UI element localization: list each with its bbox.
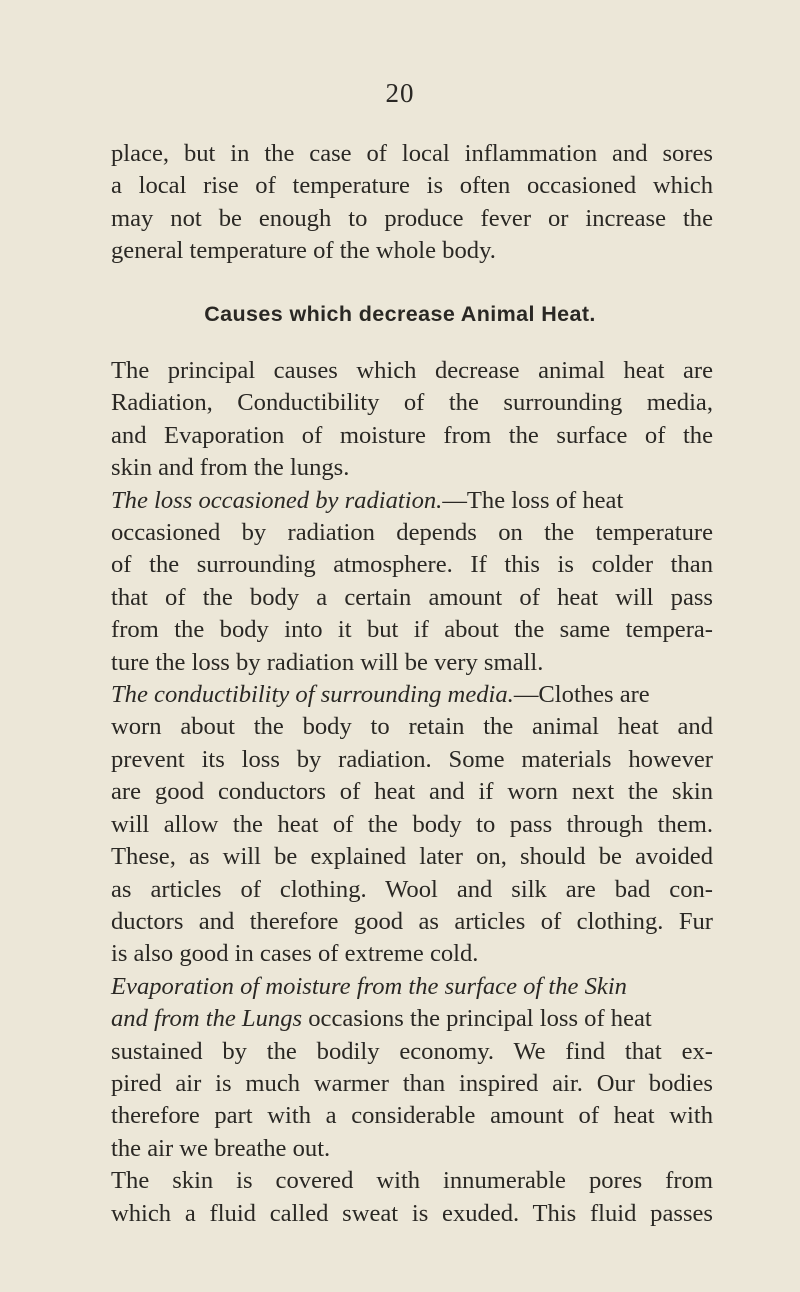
- intro-paragraph: [111, 138, 713, 268]
- text-line: that of the body a certain amount of heat will pass: [111, 583, 713, 611]
- text-line: [111, 1003, 713, 1035]
- text-line: occasioned by radiation depends on the temperature: [111, 519, 713, 547]
- text-line: the air we breathe out.: [111, 1134, 331, 1162]
- text-line: is also good in cases of extreme cold.: [111, 940, 479, 968]
- text-line: [111, 679, 713, 711]
- page-number: 20: [385, 78, 415, 108]
- subheading-conductibility: The conductibility of surrounding media.: [111, 681, 514, 709]
- text-line: therefore part with a considerable amount of heat with: [111, 1102, 713, 1130]
- text-line: place, but in the case of local inflammation and sores: [111, 140, 713, 167]
- text-line: Radiation, Conductibility of the surrounding media,: [111, 389, 713, 417]
- text-line: may not be enough to produce fever or increase the: [111, 204, 713, 232]
- text-line: and Evaporation of moisture from the surface of the: [111, 421, 713, 449]
- text-line: [111, 971, 713, 1003]
- section-heading: Causes which decrease Animal Heat.: [204, 302, 596, 326]
- text-line: worn about the body to retain the animal heat and: [111, 713, 713, 741]
- text-line: skin and from the lungs.: [111, 454, 350, 482]
- subheading-radiation: The loss occasioned by radiation.: [111, 486, 443, 514]
- text-line: ductors and therefore good as articles of clothing. Fur: [111, 907, 713, 935]
- text-line: as articles of clothing. Wool and silk are bad con-: [111, 875, 713, 903]
- text-line: a local rise of temperature is often occasioned which: [111, 172, 713, 200]
- text-line: The principal causes which decrease animal heat are: [111, 357, 713, 384]
- text-run: occasions the principal loss of heat: [302, 1005, 652, 1033]
- text-line: which a fluid called sweat is exuded. This fluid passes: [111, 1199, 713, 1227]
- text-line: pired air is much warmer than inspired air. Our bodies: [111, 1069, 713, 1097]
- text-line: are good conductors of heat and if worn next the skin: [111, 778, 713, 806]
- text-line: sustained by the bodily economy. We find that ex-: [111, 1037, 713, 1065]
- text-line: The skin is covered with innumerable pores from: [111, 1167, 713, 1195]
- text-line: [111, 485, 713, 517]
- text-line: These, as will be explained later on, should be avoided: [111, 843, 713, 871]
- text-line: will allow the heat of the body to pass through them.: [111, 810, 713, 838]
- subheading-evaporation-cont: and from the Lungs: [111, 1005, 303, 1033]
- text-run: —Clothes are: [513, 681, 650, 709]
- text-line: prevent its loss by radiation. Some materials however: [111, 745, 713, 773]
- section-body: [111, 355, 713, 1230]
- text-line: ture the loss by radiation will be very small.: [111, 648, 544, 676]
- text-line: of the surrounding atmosphere. If this is colder than: [111, 551, 713, 579]
- text-line: general temperature of the whole body.: [111, 237, 496, 265]
- text-line: from the body into it but if about the same tempera-: [111, 616, 713, 644]
- text-run: —The loss of heat: [442, 486, 624, 514]
- subheading-evaporation: Evaporation of moisture from the surface of the Skin: [111, 972, 627, 1000]
